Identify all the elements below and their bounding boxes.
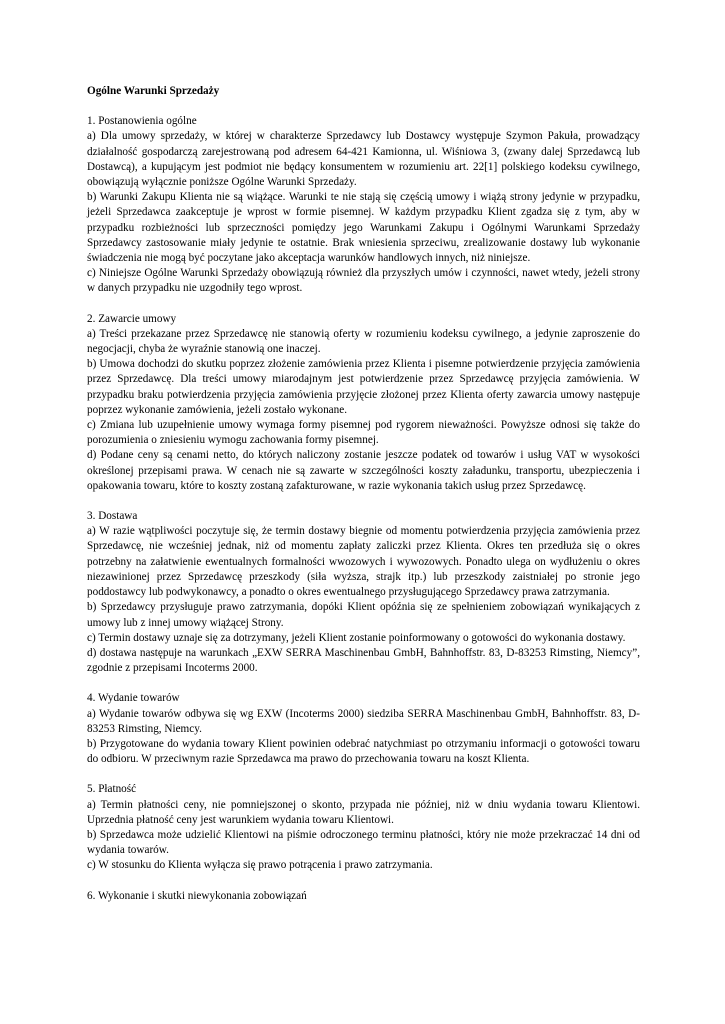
paragraph: d) dostawa następuje na warunkach „EXW SERRA Maschinenbau GmbH, Bahnhoffstr. 83, D-83253 Rimsting, Niemcy”, zgodnie z przepisami Incoterms 2000. [87, 646, 640, 675]
paragraph: c) Zmiana lub uzupełnienie umowy wymaga formy pisemnej pod rygorem nieważności. Powyższe odnosi się także do porozumienia o zniesieniu wymogu zachowania formy pisemnej. [87, 419, 640, 447]
paragraph: b) Warunki Zakupu Klienta nie są wiążące. Warunki te nie stają się częścią umowy i wiążą strony jedynie w przypadku, jeżeli Sprzedawca zaakceptuje je wprost w formie pisemnej. W każdym przypadku Klient zgadza się z tym, aby w przypadku rozbieżności lub sprzeczności pomiędzy jego Warunkami Zakupu i Ogólnymi Warunkami Sprzedaży Sprzedawcy zastosowanie miały jedynie te ostatnie. Brak wniesienia sprzeciwu, zrealizowanie dostawy lub wykonanie świadczenia nie mogą być poczytane jako akceptacja warunków handlowych innych, niż niniejsze. [87, 191, 640, 265]
section-heading: 2. Zawarcie umowy [87, 312, 177, 325]
paragraph: b) Sprzedawca może udzielić Klientowi na piśmie odroczonego terminu płatności, który nie może przekraczać 14 dni od wydania towarów. [87, 828, 640, 857]
document-page [87, 84, 640, 919]
section-goods-release [87, 691, 640, 767]
paragraph: a) Treści przekazane przez Sprzedawcę nie stanowią oferty w rozumieniu kodeksu cywilnego, a jedynie zaproszenie do negocjacji, chyba że wyraźnie stanowią one inaczej. [87, 327, 640, 356]
section-heading: 1. Postanowienia ogólne [87, 115, 197, 128]
section-heading: 6. Wykonanie i skutki niewykonania zobowiązań [87, 889, 307, 902]
paragraph: d) Podane ceny są cenami netto, do których naliczony zostanie jeszcze podatek od towarów i usług VAT w wysokości określonej przepisami prawa. W cenach nie są zawarte w szczególności koszty załadunku, transportu, ubezpieczenia i opakowania towaru, które to koszty zostaną zafakturowane, w razie wykonania takich usług przez Sprzedawcę. [87, 449, 640, 492]
paragraph: b) Sprzedawcy przysługuje prawo zatrzymania, dopóki Klient opóźnia się ze spełnieniem zobowiązań wynikających z umowy lub z innej umowy wiążącej Strony. [87, 601, 640, 629]
section-payment [87, 782, 640, 873]
section-heading: 3. Dostawa [87, 510, 138, 523]
paragraph: a) W razie wątpliwości poczytuje się, że termin dostawy biegnie od momentu potwierdzenia przyjęcia zamówienia przez Sprzedawcę, nie wcześniej jednak, niż od momentu zapłaty zaliczki przez Klienta. Okres ten przedłuża się o okres potrzebny na załatwienie ewentualnych formalności wwozowych i wywozowych. Ponadto ulega on wydłużeniu o okres niezawinionej przez Sprzedawcę przeszkody (siła wyższa, strajk itp.) lub przeszkody zaistniałej po stronie jego poddostawcy lub podwykonawcy, a ponadto o okres ewentualnego przysługującego Sprzedawcy prawa zatrzymania. [87, 525, 640, 599]
document-title: Ogólne Warunki Sprzedaży [87, 85, 220, 97]
paragraph: b) Przygotowane do wydania towary Klient powinien odebrać natychmiast po otrzymaniu informacji o gotowości towaru do odbioru. W przeciwnym razie Sprzedawca ma prawo do przechowania towaru na koszt Klienta. [87, 737, 640, 766]
paragraph: a) Dla umowy sprzedaży, w której w charakterze Sprzedawcy lub Dostawcy występuje Szymon Pakuła, prowadzący działalność gospodarczą zarejestrowaną pod adresem 64-421 Kamionna, ul. Wiśniowa 3, (zwany dalej Sprzedawcą lub Dostawcą), a kupującym jest podmiot nie będący konsumentem w rozumieniu art. 22[1] polskiego kodeksu cywilnego, obowiązują wyłącznie poniższe Ogólne Warunki Sprzedaży. [87, 130, 640, 189]
section-heading: 5. Płatność [87, 783, 137, 796]
paragraph: b) Umowa dochodzi do skutku poprzez złożenie zamówienia przez Klienta i pisemne potwierdzenie przyjęcia zamówienia przez Sprzedawcę. Dla treści umowy miarodajnym jest potwierdzenie przez Sprzedawcę przyjęcia zamówienia. W przypadku braku potwierdzenia przyjęcia zamówienia przyjęcie złożonej przez Klienta oferty zawarcia umowy następuje poprzez wykonanie zamówienia, jeżeli zostało wykonane. [87, 358, 640, 416]
section-contract-conclusion [87, 312, 640, 494]
paragraph: c) Termin dostawy uznaje się za dotrzymany, jeżeli Klient zostanie poinformowany o gotowości do wykonania dostawy. [87, 631, 626, 644]
paragraph: a) Wydanie towarów odbywa się wg EXW (Incoterms 2000) siedziba SERRA Maschinenbau GmbH, Bahnhoffstr. 83, D-83253 Rimsting, Niemcy. [87, 707, 640, 735]
paragraph: c) Niniejsze Ogólne Warunki Sprzedaży obowiązują również dla przyszłych umów i czynności, nawet wtedy, jeżeli strony w danych przypadku nie uzgodniły tego wprost. [87, 267, 640, 295]
section-heading: 4. Wydanie towarów [87, 692, 180, 705]
section-delivery [87, 509, 640, 676]
section-general-provisions [87, 114, 640, 296]
paragraph: c) W stosunku do Klienta wyłącza się prawo potrącenia i prawo zatrzymania. [87, 859, 433, 872]
paragraph: a) Termin płatności ceny, nie pomniejszonej o skonto, przypada nie później, niż w dniu wydania towaru Klientowi. Uprzednia płatność ceny jest warunkiem wydania towaru Klientowi. [87, 798, 640, 826]
section-performance [87, 889, 640, 904]
